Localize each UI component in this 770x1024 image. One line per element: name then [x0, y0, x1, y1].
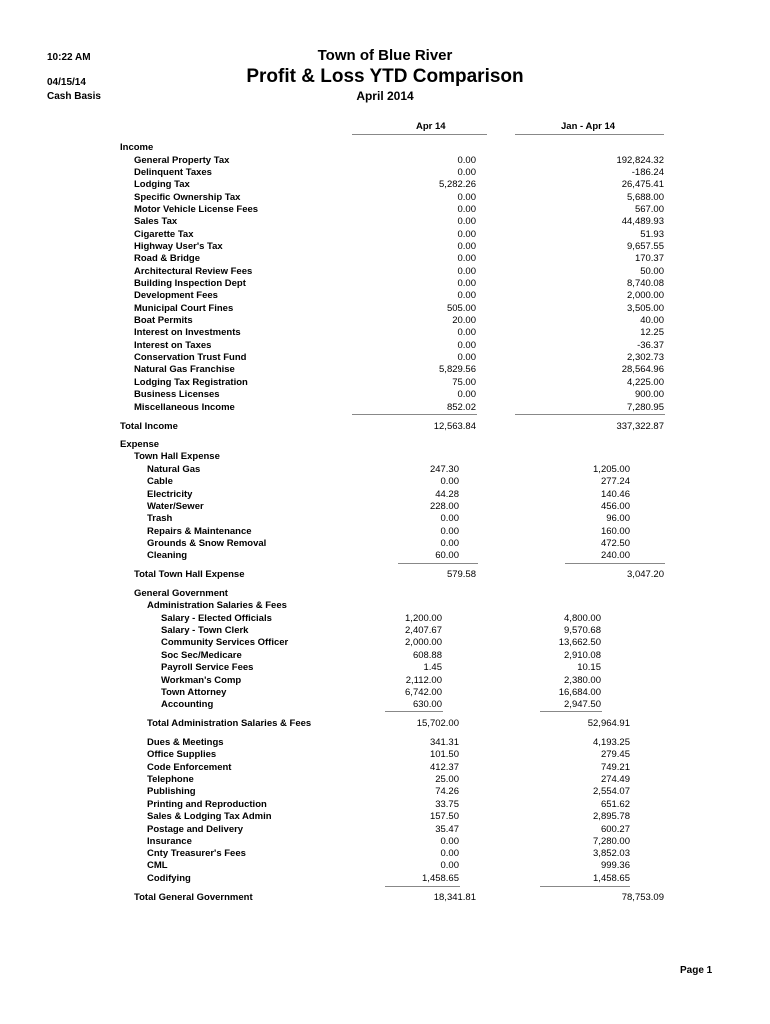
row-label: Road & Bridge — [134, 253, 200, 264]
row-label: Electricity — [147, 489, 193, 500]
row-label: Codifying — [147, 873, 191, 884]
table-row — [0, 588, 770, 600]
row-label: Total Administration Salaries & Fees — [147, 718, 312, 729]
value-jan-apr14: 651.62 — [600, 799, 630, 810]
value-jan-apr14: 1,458.65 — [593, 873, 630, 884]
value-apr14: 0.00 — [457, 241, 476, 252]
value-jan-apr14: 51.93 — [640, 229, 664, 240]
row-label: Development Fees — [134, 290, 218, 301]
table-row — [0, 364, 770, 376]
table-row — [0, 526, 770, 538]
table-row — [0, 749, 770, 761]
value-apr14: 157.50 — [429, 811, 459, 822]
table-row — [0, 848, 770, 860]
table-row — [0, 204, 770, 216]
total-row — [0, 421, 770, 433]
value-jan-apr14: 567.00 — [634, 204, 664, 215]
value-apr14: 5,829.56 — [439, 364, 476, 375]
value-apr14: 25.00 — [435, 774, 459, 785]
value-apr14: 2,000.00 — [405, 637, 442, 648]
table-row — [0, 538, 770, 550]
row-label: Lodging Tax — [134, 179, 190, 190]
table-row — [0, 439, 770, 451]
value-apr14: 0.00 — [457, 204, 476, 215]
table-row — [0, 155, 770, 167]
row-label: General Property Tax — [134, 155, 230, 166]
row-label: Telephone — [147, 774, 194, 785]
value-jan-apr14: 4,193.25 — [593, 737, 630, 748]
value-jan-apr14: 13,662.50 — [558, 637, 601, 648]
subtotal-rule — [515, 414, 665, 415]
row-label: Soc Sec/Medicare — [161, 650, 242, 661]
value-jan-apr14: 192,824.32 — [616, 155, 664, 166]
value-jan-apr14: 4,800.00 — [564, 613, 601, 624]
value-apr14: 20.00 — [452, 315, 476, 326]
row-label: Specific Ownership Tax — [134, 192, 241, 203]
value-apr14: 5,282.26 — [439, 179, 476, 190]
table-row — [0, 699, 770, 711]
total-row — [0, 892, 770, 904]
row-label: Office Supplies — [147, 749, 217, 760]
value-jan-apr14: 277.24 — [600, 476, 630, 487]
table-row — [0, 799, 770, 811]
table-row — [0, 860, 770, 872]
value-jan-apr14: 279.45 — [600, 749, 630, 760]
value-jan-apr14: 7,280.00 — [593, 836, 630, 847]
value-jan-apr14: 749.21 — [600, 762, 630, 773]
value-jan-apr14: 3,047.20 — [627, 569, 664, 580]
value-apr14: 0.00 — [457, 340, 476, 351]
row-label: Income — [120, 142, 154, 153]
value-jan-apr14: 9,657.55 — [627, 241, 664, 252]
table-row — [0, 142, 770, 154]
report-title: Profit & Loss YTD Comparison — [246, 66, 524, 87]
row-label: Administration Salaries & Fees — [147, 600, 287, 611]
total-row — [0, 569, 770, 581]
row-label: Interest on Taxes — [134, 340, 212, 351]
value-jan-apr14: 8,740.08 — [627, 278, 664, 289]
row-label: Business Licenses — [134, 389, 220, 400]
column-header-rule — [515, 134, 664, 135]
row-label: Workman's Comp — [161, 675, 242, 686]
table-row — [0, 352, 770, 364]
value-apr14: 0.00 — [457, 266, 476, 277]
value-apr14: 74.26 — [435, 786, 459, 797]
row-label: Salary - Town Clerk — [161, 625, 249, 636]
value-apr14: 247.30 — [429, 464, 459, 475]
value-jan-apr14: 2,380.00 — [564, 675, 601, 686]
row-label: Motor Vehicle License Fees — [134, 204, 259, 215]
value-jan-apr14: 7,280.95 — [627, 402, 664, 413]
value-apr14: 228.00 — [429, 501, 459, 512]
row-label: Natural Gas Franchise — [134, 364, 235, 375]
row-label: Interest on Investments — [134, 327, 241, 338]
row-label: Cigarette Tax — [134, 229, 194, 240]
row-label: Code Enforcement — [147, 762, 232, 773]
value-jan-apr14: 900.00 — [634, 389, 664, 400]
row-label: Lodging Tax Registration — [134, 377, 248, 388]
value-apr14: 44.28 — [435, 489, 459, 500]
value-jan-apr14: 2,910.08 — [564, 650, 601, 661]
table-row — [0, 637, 770, 649]
value-apr14: 18,341.81 — [433, 892, 476, 903]
value-jan-apr14: 2,895.78 — [593, 811, 630, 822]
column-header-apr14: Apr 14 — [416, 121, 446, 132]
row-label: Delinquent Taxes — [134, 167, 212, 178]
value-apr14: 15,702.00 — [416, 718, 459, 729]
row-label: Cnty Treasurer's Fees — [147, 848, 246, 859]
row-label: Repairs & Maintenance — [147, 526, 252, 537]
table-row — [0, 489, 770, 501]
subtotal-rule — [565, 563, 665, 564]
value-jan-apr14: 2,554.07 — [593, 786, 630, 797]
value-apr14: 0.00 — [457, 352, 476, 363]
row-label: Publishing — [147, 786, 196, 797]
value-apr14: 60.00 — [435, 550, 459, 561]
row-label: Dues & Meetings — [147, 737, 224, 748]
table-row — [0, 278, 770, 290]
row-label: Postage and Delivery — [147, 824, 244, 835]
table-row — [0, 451, 770, 463]
value-jan-apr14: -36.37 — [637, 340, 664, 351]
row-label: Highway User's Tax — [134, 241, 223, 252]
value-apr14: 12,563.84 — [433, 421, 476, 432]
report-date: 04/15/14 — [47, 77, 86, 88]
table-row — [0, 303, 770, 315]
table-row — [0, 600, 770, 612]
table-row — [0, 290, 770, 302]
table-row — [0, 179, 770, 191]
row-label: Architectural Review Fees — [134, 266, 253, 277]
report-basis: Cash Basis — [47, 91, 101, 102]
table-row — [0, 241, 770, 253]
row-label: Grounds & Snow Removal — [147, 538, 267, 549]
table-row — [0, 873, 770, 885]
value-jan-apr14: 240.00 — [600, 550, 630, 561]
table-row — [0, 662, 770, 674]
company-name: Town of Blue River — [317, 47, 453, 64]
value-jan-apr14: 600.27 — [600, 824, 630, 835]
row-label: Town Hall Expense — [134, 451, 220, 462]
value-jan-apr14: 456.00 — [600, 501, 630, 512]
value-jan-apr14: 3,505.00 — [627, 303, 664, 314]
value-jan-apr14: 170.37 — [634, 253, 664, 264]
value-jan-apr14: 337,322.87 — [616, 421, 664, 432]
value-apr14: 1,458.65 — [422, 873, 459, 884]
value-jan-apr14: 9,570.68 — [564, 625, 601, 636]
table-row — [0, 167, 770, 179]
subtotal-rule — [385, 711, 443, 712]
value-apr14: 33.75 — [435, 799, 459, 810]
value-jan-apr14: 12.25 — [640, 327, 664, 338]
value-apr14: 0.00 — [457, 216, 476, 227]
value-jan-apr14: 472.50 — [600, 538, 630, 549]
value-jan-apr14: 10.15 — [577, 662, 601, 673]
value-apr14: 6,742.00 — [405, 687, 442, 698]
table-row — [0, 327, 770, 339]
value-apr14: 2,407.67 — [405, 625, 442, 636]
table-row — [0, 253, 770, 265]
row-label: Water/Sewer — [147, 501, 204, 512]
table-row — [0, 737, 770, 749]
value-apr14: 0.00 — [457, 167, 476, 178]
row-label: Cable — [147, 476, 173, 487]
value-apr14: 630.00 — [412, 699, 442, 710]
table-row — [0, 192, 770, 204]
row-label: Natural Gas — [147, 464, 201, 475]
total-row — [0, 718, 770, 730]
row-label: Boat Permits — [134, 315, 193, 326]
value-jan-apr14: 96.00 — [606, 513, 630, 524]
value-apr14: 0.00 — [440, 848, 459, 859]
value-jan-apr14: 44,489.93 — [621, 216, 664, 227]
value-jan-apr14: 5,688.00 — [627, 192, 664, 203]
table-row — [0, 476, 770, 488]
table-row — [0, 340, 770, 352]
value-apr14: 0.00 — [457, 327, 476, 338]
value-apr14: 2,112.00 — [405, 675, 442, 686]
value-apr14: 0.00 — [440, 538, 459, 549]
table-row — [0, 824, 770, 836]
row-label: Conservation Trust Fund — [134, 352, 247, 363]
value-jan-apr14: 999.36 — [600, 860, 630, 871]
row-label: Sales & Lodging Tax Admin — [147, 811, 272, 822]
table-row — [0, 389, 770, 401]
value-jan-apr14: 28,564.96 — [621, 364, 664, 375]
value-apr14: 1.45 — [423, 662, 442, 673]
table-row — [0, 464, 770, 476]
row-label: Municipal Court Fines — [134, 303, 234, 314]
row-label: Cleaning — [147, 550, 188, 561]
value-jan-apr14: 26,475.41 — [621, 179, 664, 190]
row-label: Sales Tax — [134, 216, 178, 227]
value-apr14: 412.37 — [429, 762, 459, 773]
value-apr14: 0.00 — [457, 229, 476, 240]
table-row — [0, 513, 770, 525]
table-row — [0, 501, 770, 513]
value-jan-apr14: 2,947.50 — [564, 699, 601, 710]
table-row — [0, 687, 770, 699]
row-label: CML — [147, 860, 168, 871]
table-row — [0, 377, 770, 389]
value-apr14: 608.88 — [412, 650, 442, 661]
value-jan-apr14: 274.49 — [600, 774, 630, 785]
value-apr14: 0.00 — [457, 253, 476, 264]
table-row — [0, 625, 770, 637]
table-row — [0, 786, 770, 798]
value-jan-apr14: 16,684.00 — [558, 687, 601, 698]
row-label: Community Services Officer — [161, 637, 289, 648]
value-jan-apr14: 50.00 — [640, 266, 664, 277]
value-apr14: 341.31 — [429, 737, 459, 748]
value-apr14: 0.00 — [440, 513, 459, 524]
value-apr14: 0.00 — [440, 526, 459, 537]
value-jan-apr14: 3,852.03 — [593, 848, 630, 859]
table-row — [0, 836, 770, 848]
value-apr14: 0.00 — [457, 155, 476, 166]
value-apr14: 1,200.00 — [405, 613, 442, 624]
column-header-jan-apr14: Jan - Apr 14 — [561, 121, 616, 132]
value-jan-apr14: 4,225.00 — [627, 377, 664, 388]
subtotal-rule — [540, 886, 630, 887]
row-label: Printing and Reproduction — [147, 799, 267, 810]
row-label: Salary - Elected Officials — [161, 613, 272, 624]
value-apr14: 0.00 — [457, 192, 476, 203]
row-label: Total Town Hall Expense — [134, 569, 245, 580]
table-row — [0, 216, 770, 228]
value-apr14: 0.00 — [440, 836, 459, 847]
value-apr14: 75.00 — [452, 377, 476, 388]
value-apr14: 0.00 — [457, 290, 476, 301]
table-row — [0, 229, 770, 241]
table-row — [0, 315, 770, 327]
table-row — [0, 774, 770, 786]
value-apr14: 0.00 — [440, 860, 459, 871]
row-label: Total Income — [120, 421, 178, 432]
row-label: Insurance — [147, 836, 192, 847]
value-apr14: 35.47 — [435, 824, 459, 835]
table-row — [0, 675, 770, 687]
subtotal-rule — [540, 711, 602, 712]
row-label: General Government — [134, 588, 228, 599]
subtotal-rule — [398, 563, 478, 564]
value-jan-apr14: 2,000.00 — [627, 290, 664, 301]
value-apr14: 101.50 — [429, 749, 459, 760]
value-jan-apr14: 40.00 — [640, 315, 664, 326]
value-jan-apr14: 1,205.00 — [593, 464, 630, 475]
table-row — [0, 811, 770, 823]
table-row — [0, 550, 770, 562]
report-period: April 2014 — [356, 89, 414, 103]
report-time: 10:22 AM — [47, 52, 91, 63]
value-apr14: 852.02 — [446, 402, 476, 413]
row-label: Building Inspection Dept — [134, 278, 246, 289]
value-apr14: 579.58 — [446, 569, 476, 580]
value-jan-apr14: 2,302.73 — [627, 352, 664, 363]
value-jan-apr14: -186.24 — [631, 167, 664, 178]
value-apr14: 0.00 — [457, 278, 476, 289]
value-jan-apr14: 52,964.91 — [587, 718, 630, 729]
table-row — [0, 762, 770, 774]
row-label: Payroll Service Fees — [161, 662, 254, 673]
value-apr14: 0.00 — [457, 389, 476, 400]
value-jan-apr14: 140.46 — [600, 489, 630, 500]
row-label: Town Attorney — [161, 687, 227, 698]
table-row — [0, 402, 770, 414]
subtotal-rule — [352, 414, 477, 415]
value-apr14: 505.00 — [446, 303, 476, 314]
row-label: Trash — [147, 513, 173, 524]
value-apr14: 0.00 — [440, 476, 459, 487]
subtotal-rule — [385, 886, 460, 887]
column-header-rule — [352, 134, 487, 135]
row-label: Miscellaneous Income — [134, 402, 235, 413]
row-label: Accounting — [161, 699, 214, 710]
row-label: Total General Government — [134, 892, 253, 903]
table-row — [0, 650, 770, 662]
row-label: Expense — [120, 439, 160, 450]
table-row — [0, 266, 770, 278]
value-jan-apr14: 160.00 — [600, 526, 630, 537]
value-jan-apr14: 78,753.09 — [621, 892, 664, 903]
page-number: Page 1 — [680, 965, 713, 976]
table-row — [0, 613, 770, 625]
